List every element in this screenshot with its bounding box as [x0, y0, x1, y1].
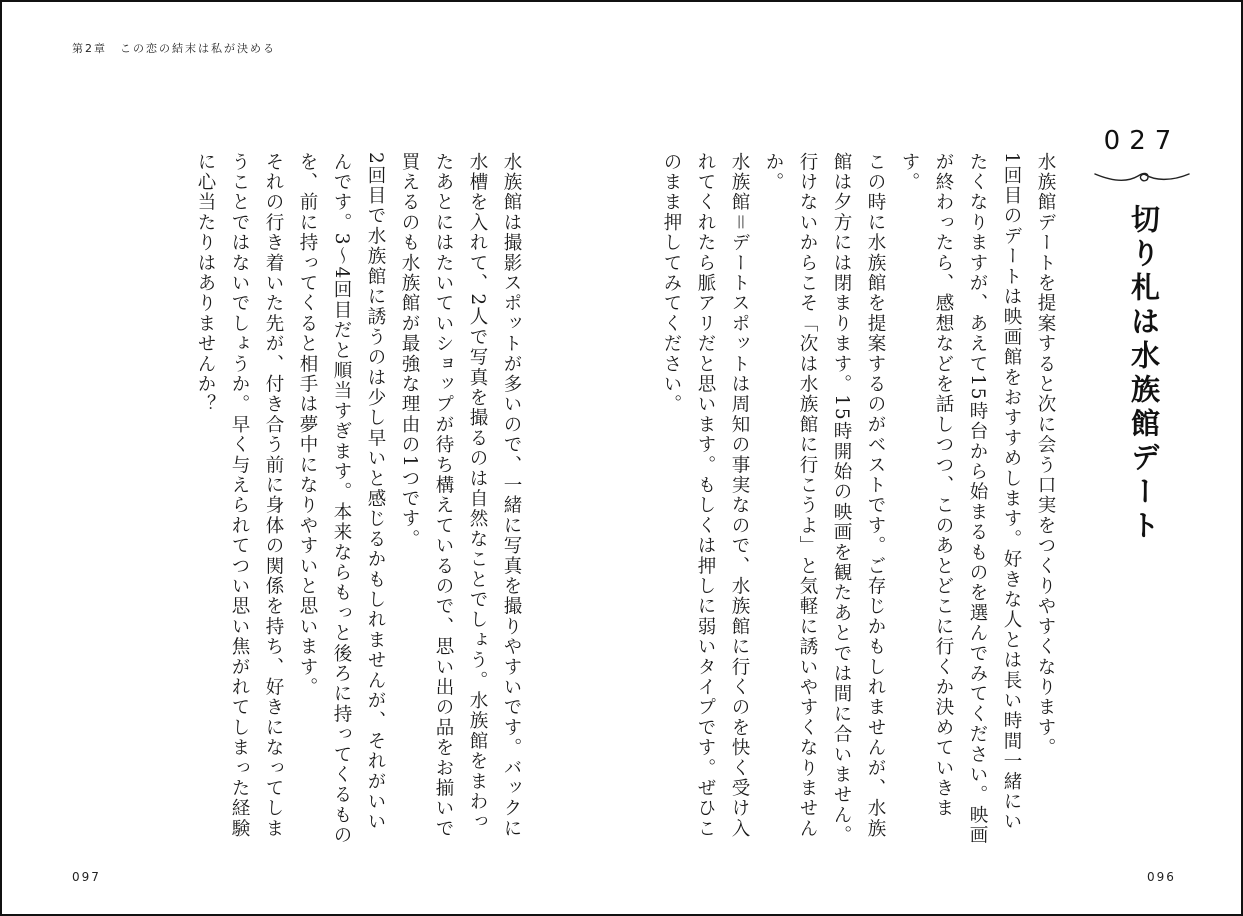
running-head: 第2章 この恋の結末は私が決める — [72, 42, 276, 55]
paragraph: 水族館は撮影スポットが多いので、一緒に写真を撮りやすいです。バックに水槽を入れて、2人で写真を撮るのは自然なことでしょう。水族館をまわったあとにはたいていショップが待ち構えているので、思い出の品をお揃いで買えるのも水族館が最強な理由の1つです。 — [399, 152, 522, 839]
paragraph: この時に水族館を提案するのがベストです。ご存じかもしれませんが、水族館は夕方には閉まります。15時開始の映画を観たあとでは間に合いません。行けないからこそ「次は水族館に行こうよ」と気軽に誘いやすくなりませんか。 — [763, 152, 886, 846]
body-text-left — [162, 152, 528, 852]
chapter-number: 027 — [1103, 126, 1181, 156]
paragraph: 水族館＝デートスポットは周知の事実なので、水族館に行くのを快く受け入れてくれたら脈アリだと思います。もしくは押しに弱いタイプです。ぜひこのまま押してみてください。 — [661, 152, 750, 839]
page-number-left: 097 — [72, 870, 101, 884]
page-number-right: 096 — [1147, 870, 1176, 884]
chapter-title: 切り札は水族館デート — [1127, 204, 1161, 544]
flourish-ornament — [1092, 166, 1192, 192]
paragraph: 水族館デートを提案すると次に会う口実をつくりやすくなります。 — [1035, 152, 1056, 758]
paragraph: それの行き着いた先が、付き合う前に身体の関係を持ち、好きになってしまうことではないでしょうか。早く与えられてつい思い焦がれてしまった経験に心当たりはありませんか？ — [195, 152, 284, 839]
paragraph: 1回目のデートは映画館をおすすめします。好きな人とは長い時間一緒にいたくなりますが、あえて15時台から始まるものを選んでみてください。映画が終わったら、感想などを話しつつ、このあとどこに行くか決めていきます。 — [899, 152, 1022, 846]
paragraph: 2回目で水族館に誘うのは少し早いと感じるかもしれませんが、それがいいんです。3〜4回目だと順当すぎます。本来ならもっと後ろに持ってくるものを、前に持ってくると相手は夢中になりやすいと思います。 — [297, 152, 386, 846]
body-text-right — [661, 152, 1062, 852]
